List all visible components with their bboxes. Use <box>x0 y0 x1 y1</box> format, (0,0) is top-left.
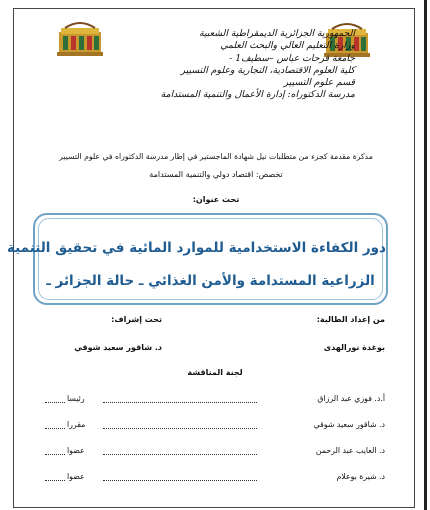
dotted-leader <box>103 480 257 481</box>
header-line-faculty: كلية العلوم الاقتصادية، التجارية وعلوم التسيير <box>180 64 355 76</box>
student-name: بوغدة نورالهدى <box>323 343 385 352</box>
member-role: عضوا <box>67 472 85 481</box>
dotted-leader <box>103 428 257 429</box>
university-logo-left <box>55 18 105 58</box>
thesis-specialty: تخصص: اقتصاد دولي والتنمية المستدامة <box>149 170 283 179</box>
header-line-ministry: وزارة التعليم العالي والبحث العلمي <box>220 40 355 52</box>
thesis-title-line-1: دور الكفاءة الاستخدامية للموارد المائية في تحقيق التنمية <box>6 240 386 256</box>
member-name: د. شاقور سعيد شوقي <box>313 420 385 429</box>
member-role: عضوا <box>67 446 85 455</box>
member-name: د. شيرة بوعلام <box>336 472 385 481</box>
supervisor-label: تحت إشراف: <box>111 315 162 324</box>
committee-label: لجنة المناقشة <box>187 368 243 377</box>
committee-member <box>45 446 385 460</box>
under-title-label: تحت عنوان: <box>192 195 240 204</box>
header-line-department: قسم علوم التسيير <box>283 77 355 89</box>
dotted-leader <box>103 402 257 403</box>
member-role: مقررا <box>67 420 86 429</box>
committee-member <box>45 420 385 434</box>
thesis-title-box <box>6 213 388 305</box>
institution-header <box>160 28 355 102</box>
dotted-leader <box>45 480 65 481</box>
student-label: من إعداد الطالبة: <box>316 315 385 324</box>
header-line-university: جامعة فرحات عباس –سطيف1 - <box>229 52 355 64</box>
thesis-title-line-2: الزراعية المستدامة والأمن الغذائي ـ حالة الجزائر ـ <box>46 273 375 289</box>
member-name: أ.د. فوزي عبد الرزاق <box>317 394 385 403</box>
page-edge <box>424 0 427 510</box>
supervisor-name: د. شاقور سعيد شوقي <box>74 343 162 352</box>
dotted-leader <box>45 454 65 455</box>
thesis-intro: مذكرة مقدمة كجزء من متطلبات نيل شهادة الماجستير في إطار مدرسة الدكتوراه في علوم التسيير <box>59 152 373 161</box>
committee-member <box>45 394 385 408</box>
dotted-leader <box>45 402 65 403</box>
dotted-leader <box>45 428 65 429</box>
header-line-doctoral-school: مدرسة الدكتوراه: إدارة الأعمال والتنمية المستدامة <box>160 89 355 101</box>
dotted-leader <box>103 454 257 455</box>
committee-member <box>45 472 385 486</box>
header-line-republic: الجمهورية الجزائرية الديمقراطية الشعبية <box>199 28 355 39</box>
member-name: د. العايب عبد الرحمن <box>315 446 385 455</box>
member-role: رئيسا <box>67 394 85 403</box>
